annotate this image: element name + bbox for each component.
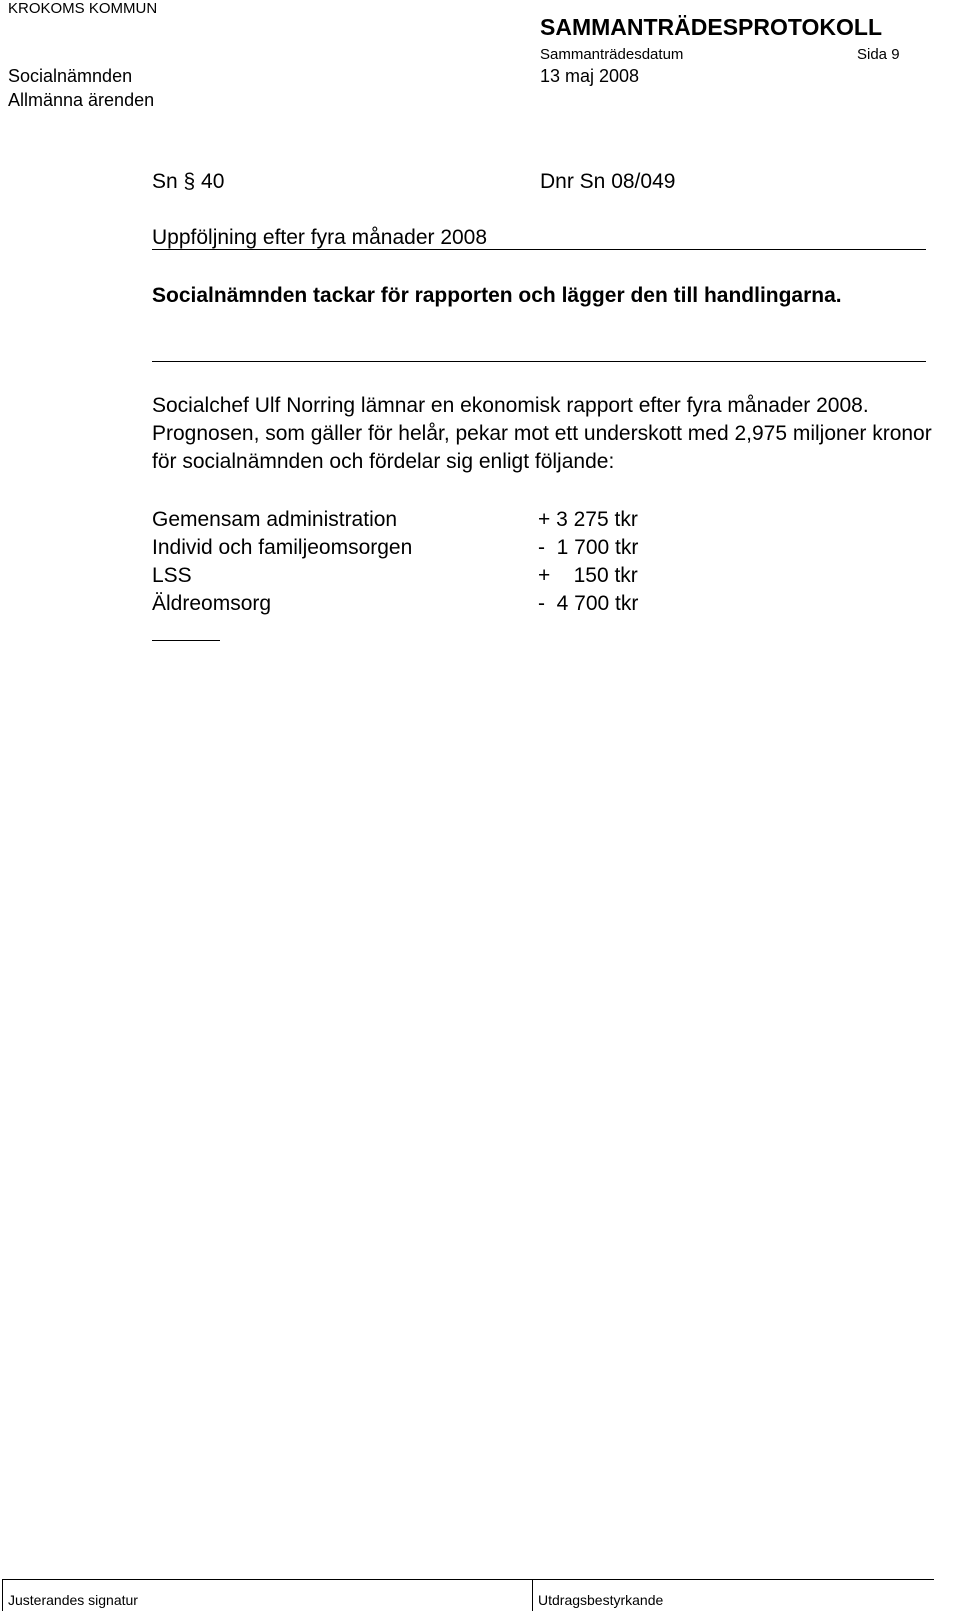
- section-end-rule: [152, 640, 220, 641]
- item-title: Uppföljning efter fyra månader 2008: [152, 226, 488, 249]
- paragraph-number: Sn § 40: [152, 170, 225, 193]
- budget-amount: + 3 275 tkr: [538, 508, 638, 531]
- municipality-name: KROKOMS KOMMUN: [8, 0, 158, 17]
- budget-amount: + 150 tkr: [538, 564, 638, 587]
- footer-box-left-edge: [2, 1579, 3, 1611]
- meeting-date: 13 maj 2008: [540, 66, 640, 86]
- footer-box-separator: [532, 1579, 533, 1611]
- decision-divider: [152, 361, 926, 362]
- budget-area: LSS: [152, 564, 192, 587]
- page-number: Sida 9: [857, 46, 900, 63]
- budget-amount: - 4 700 tkr: [538, 592, 639, 615]
- extract-certification-label: Utdragsbestyrkande: [538, 1592, 664, 1608]
- title-underline: [152, 249, 926, 250]
- diary-number: Dnr Sn 08/049: [540, 170, 676, 193]
- signature-label: Justerandes signatur: [8, 1592, 138, 1608]
- footer-divider: [2, 1579, 934, 1580]
- budget-area: Gemensam administration: [152, 508, 398, 531]
- meeting-date-label: Sammanträdesdatum: [540, 46, 684, 63]
- budget-area: Äldreomsorg: [152, 592, 272, 615]
- budget-area: Individ och familjeomsorgen: [152, 536, 413, 559]
- category: Allmänna ärenden: [8, 90, 155, 110]
- report-text: Socialchef Ulf Norring lämnar en ekonomisk rapport efter fyra månader 2008. Prognosen, som gäller för helår, pekar mot ett underskott med 2,975 miljoner kronor för socialnämnden och fördelar sig enligt följande:: [152, 394, 932, 473]
- budget-amount: - 1 700 tkr: [538, 536, 639, 559]
- decision-text: Socialnämnden tackar för rapporten och lägger den till handlingarna.: [152, 284, 842, 307]
- committee-name: Socialnämnden: [8, 66, 133, 86]
- document-type: SAMMANTRÄDESPROTOKOLL: [540, 14, 883, 40]
